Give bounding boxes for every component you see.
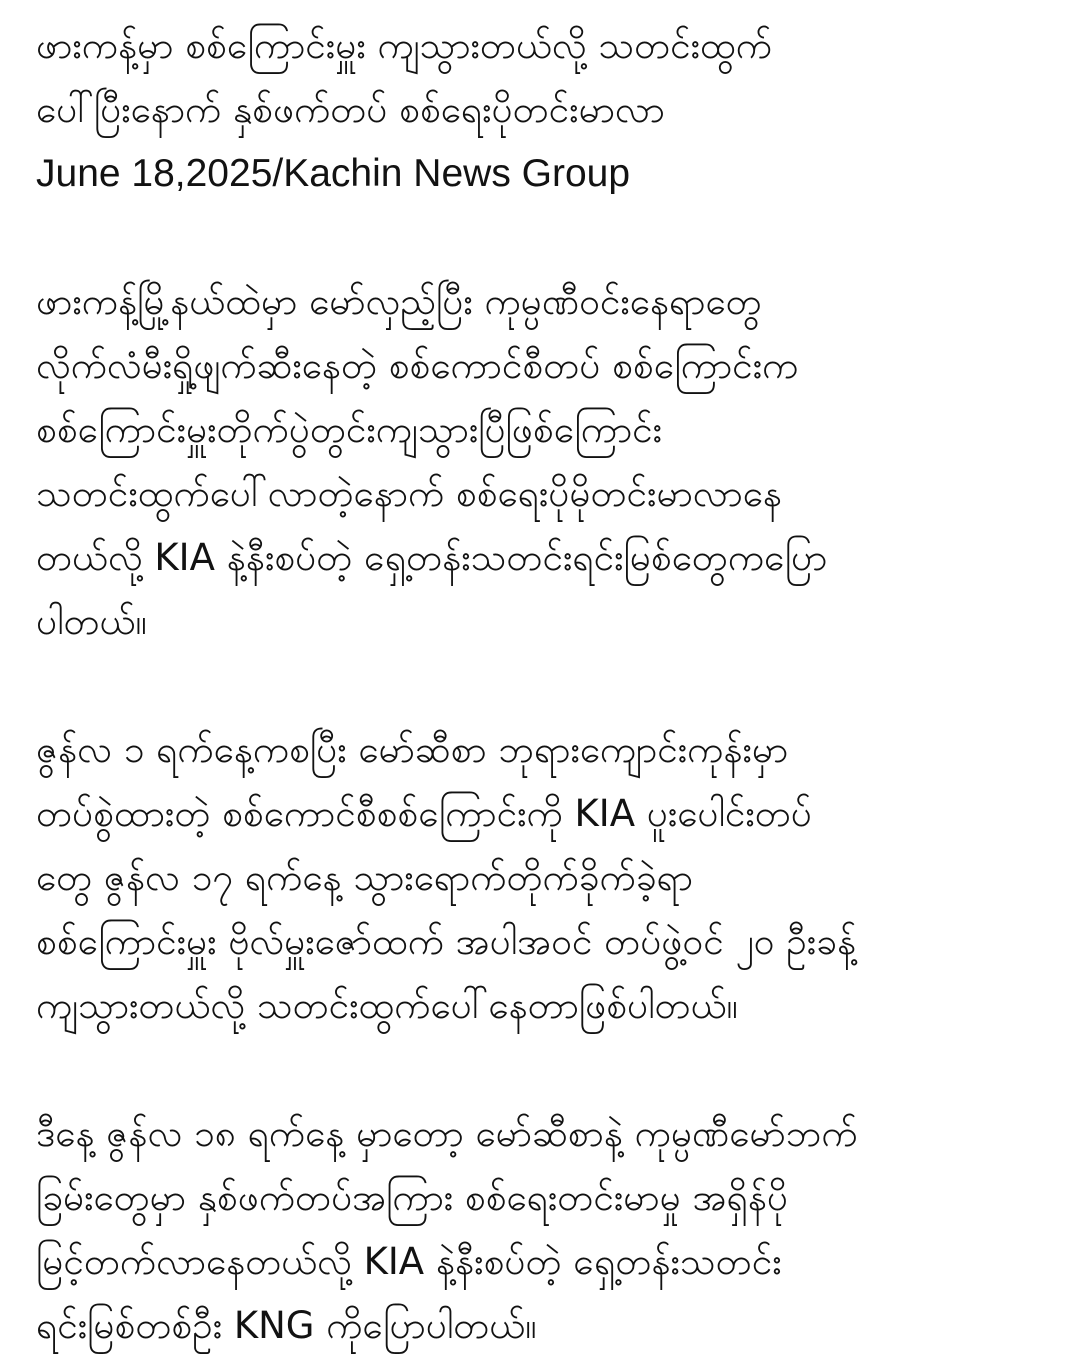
paragraph-spacer [36, 1038, 1046, 1102]
paragraph [36, 270, 1046, 654]
paragraph-line: လိုက်လံမီးရှို့ဖျက်ဆီးနေတဲ့ စစ်ကောင်စီတပ် စစ်ကြောင်းက [36, 344, 799, 387]
paragraph-spacer [36, 206, 1046, 270]
paragraph-line: စစ်ကြောင်းမှူး ဗိုလ်မှူးဇော်ထက် အပါအဝင် တပ်ဖွဲ့ဝင် ၂၀ ဦးခန့် [36, 920, 857, 963]
dateline: June 18,2025/Kachin News Group [36, 152, 631, 195]
paragraph-line: ပါတယ်။ [36, 600, 147, 643]
headline-line: ဖားကန့်မှာ စစ်ကြောင်းမှူး ကျသွားတယ်လို့ သတင်းထွက် [36, 24, 773, 67]
paragraph-line: တွေ ဇွန်လ ၁၇ ရက်နေ့ သွားရောက်တိုက်ခိုက်ခဲ့ရာ [36, 856, 693, 899]
paragraph-line: မြင့်တက်လာနေတယ်လို့ KIA နဲ့နီးစပ်တဲ့ ရှေ့တန်းသတင်း [36, 1240, 782, 1283]
paragraph-line: ခြမ်းတွေမှာ နှစ်ဖက်တပ်အကြား စစ်ရေးတင်းမာမှု အရှိန်ပို [36, 1176, 788, 1219]
paragraph-line: ဇွန်လ ၁ ရက်နေ့ကစပြီး မော်ဆီစာ ဘုရားကျောင်းကုန်းမှာ [36, 728, 789, 771]
paragraph-spacer [36, 654, 1046, 718]
paragraph-line: ကျသွားတယ်လို့ သတင်းထွက်ပေါ်နေတာဖြစ်ပါတယ်။ [36, 984, 738, 1027]
paragraph-line: ဖားကန့်မြို့နယ်ထဲမှာ မော်လှည့်ပြီး ကုမ္ပဏီဝင်းနေရာတွေ [36, 280, 762, 323]
headline [36, 14, 1046, 142]
paragraph-line: စစ်ကြောင်းမှူးတိုက်ပွဲတွင်းကျသွားပြီဖြစ်ကြောင်း [36, 408, 663, 451]
paragraph [36, 1102, 1046, 1358]
paragraph-line: တပ်စွဲထားတဲ့ စစ်ကောင်စီစစ်ကြောင်းကို KIA ပူးပေါင်းတပ် [36, 792, 812, 835]
paragraph [36, 718, 1046, 1038]
article [36, 14, 1046, 1358]
paragraph-line: သတင်းထွက်ပေါ်လာတဲ့နောက် စစ်ရေးပိုမိုတင်းမာလာနေ [36, 472, 782, 515]
headline-line: ပေါ်ပြီးနောက် နှစ်ဖက်တပ် စစ်ရေးပိုတင်းမာလာ [36, 88, 665, 131]
paragraph-line: တယ်လို့ KIA နဲ့နီးစပ်တဲ့ ရှေ့တန်းသတင်းရင်းမြစ်တွေကပြော [36, 536, 828, 579]
paragraph-line: ရင်းမြစ်တစ်ဦး KNG ကိုပြောပါတယ်။ [36, 1304, 537, 1347]
paragraph-line: ဒီနေ့ ဇွန်လ ၁၈ ရက်နေ့ မှာတော့ မော်ဆီစာနဲ့ ကုမ္ပဏီမော်ဘက် [36, 1112, 858, 1155]
